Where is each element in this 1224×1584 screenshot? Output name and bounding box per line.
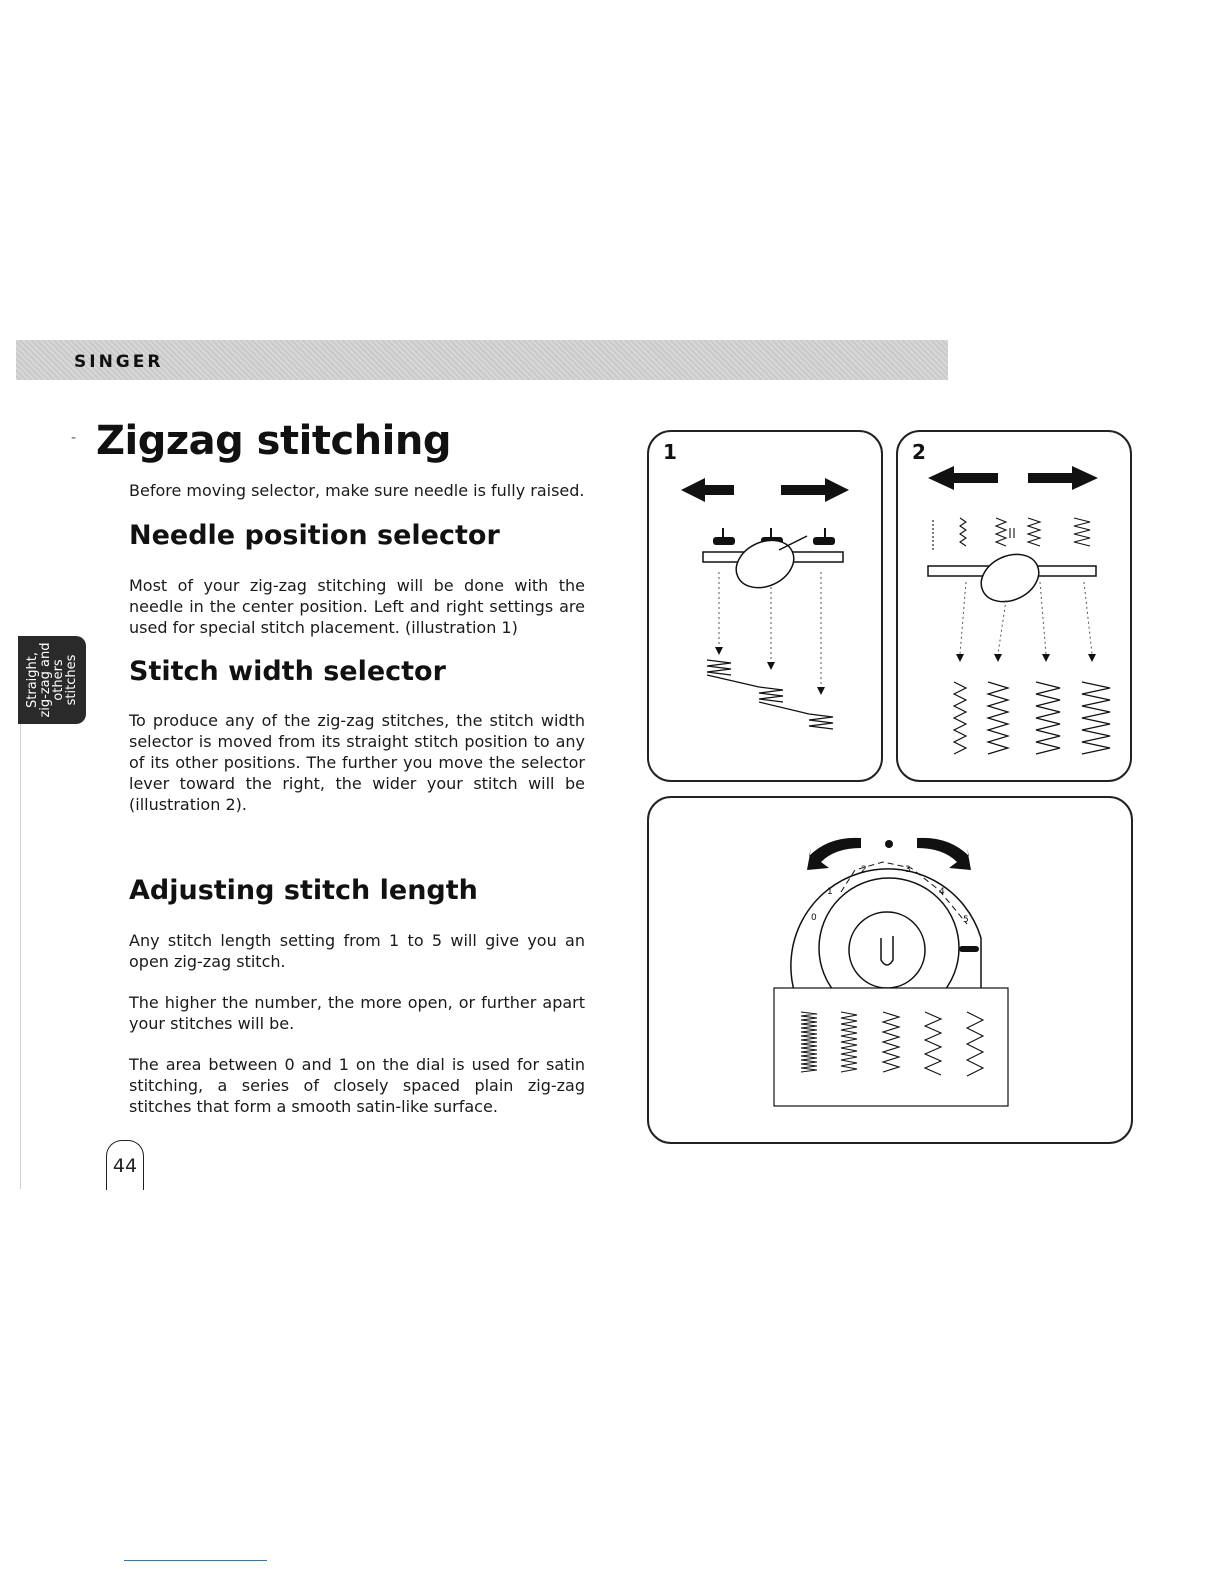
heading-stitch-width: Stitch width selector xyxy=(129,656,446,687)
stitch-width-text: To produce any of the zig-zag stitches, the stitch width selector is moved from its straight stitch position to any of its other positions. The further you move the selector lever toward the right, the wider your stitch will be (illustration 2). xyxy=(129,711,585,814)
dial-label-5: 5 xyxy=(963,915,969,925)
stitch-length-text-3: The area between 0 and 1 on the dial is used for satin stitching, a series of closely spaced plain zig-zag stitches that form a smooth satin-like surface. xyxy=(129,1055,585,1116)
page-number: 44 xyxy=(106,1140,144,1190)
illustration-stitch-length xyxy=(647,796,1133,1144)
intro-text: Before moving selector, make sure needle is fully raised. xyxy=(129,481,585,500)
right-arrow-icon xyxy=(781,478,849,502)
width-scale-icon xyxy=(933,518,1090,550)
page-title: Zigzag stitching xyxy=(96,418,451,464)
dial-label-0: 0 xyxy=(811,913,817,923)
left-arrow-icon xyxy=(928,466,998,490)
stitch-length-text-2: The higher the number, the more open, or further apart your stitches will be. xyxy=(129,993,585,1033)
right-arrow-icon xyxy=(1028,466,1098,490)
heading-stitch-length: Adjusting stitch length xyxy=(129,875,478,906)
stitch-length-text-1: Any stitch length setting from 1 to 5 will give you an open zig-zag stitch. xyxy=(129,931,585,971)
side-tab xyxy=(18,636,86,724)
dial-label-2: 2 xyxy=(861,865,867,875)
needle-path-lines-icon xyxy=(719,572,821,687)
left-arrow-icon xyxy=(681,478,734,502)
side-rule xyxy=(20,724,21,1189)
illustration-number: 1 xyxy=(663,440,677,464)
zigzag-sample-icon xyxy=(707,660,833,729)
stitch-length-diagram xyxy=(649,798,1135,1146)
dial-label-3: 3 xyxy=(905,865,911,875)
illustration-stitch-width xyxy=(896,430,1132,782)
heading-needle-position: Needle position selector xyxy=(129,520,500,551)
title-mark: - xyxy=(71,430,77,446)
dial-center-dot-icon xyxy=(885,840,893,848)
dial-label-4: 4 xyxy=(939,887,945,897)
stitch-width-diagram xyxy=(898,432,1134,784)
rotate-left-arrow-icon xyxy=(807,838,861,870)
side-tab-label: Straight, zig-zag and others stitches xyxy=(25,642,79,718)
needle-position-text: Most of your zig-zag stitching will be done with the needle in the center position. Left and right settings are used for special stitch placement. (illustration 1) xyxy=(129,576,585,637)
zigzag-sample-icon xyxy=(954,682,1110,754)
illustration-needle-position xyxy=(647,430,883,782)
brand-logo: SINGER xyxy=(74,352,164,372)
dial-label-1: 1 xyxy=(827,887,833,897)
needle-position-diagram xyxy=(649,432,885,784)
selector-lever-icon xyxy=(928,545,1096,610)
footer-rule xyxy=(124,1560,267,1561)
rotate-right-arrow-icon xyxy=(917,838,971,870)
illustration-number: 2 xyxy=(912,440,926,464)
